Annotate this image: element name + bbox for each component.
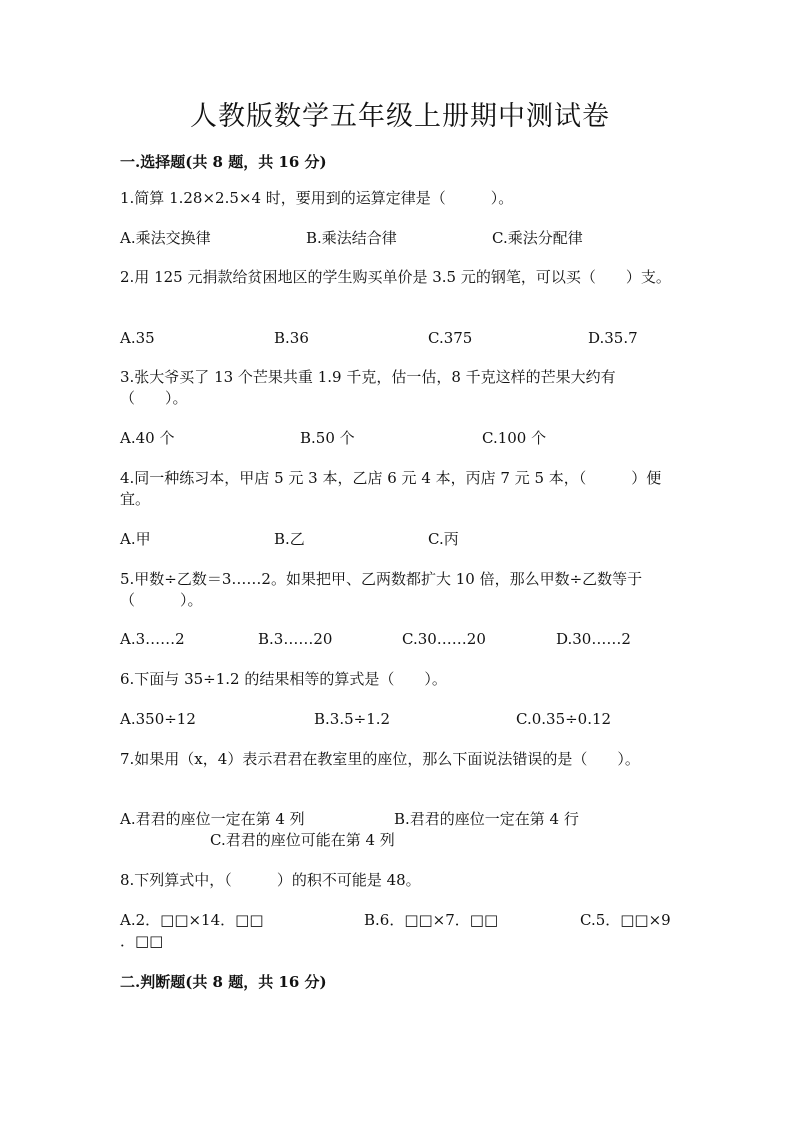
question-2-stem: 2.用 125 元捐款给贫困地区的学生购买单价是 3.5 元的钢笔，可以买（ ）支。 [120,268,671,286]
question-1-option-c: C.乘法分配律 [492,229,583,247]
question-6-stem: 6.下面与 35÷1.2 的结果相等的算式是（ ）。 [120,670,447,688]
question-8-stem: 8.下列算式中，（ ）的积不可能是 48。 [120,871,421,889]
question-3-option-a: A.40 个 [120,429,175,447]
question-5-option-c: C.30……20 [402,630,486,648]
question-3-option-c: C.100 个 [482,429,547,447]
question-4-stem: 4.同一种练习本，甲店 5 元 3 本，乙店 6 元 4 本，丙店 7 元 5 本，（ ）便宜。 [120,469,662,508]
page-title: 人教版数学五年级上册期中测试卷 [190,101,610,132]
question-4-option-b: B.乙 [274,530,305,548]
question-7-option-c: C.君君的座位可能在第 4 列 [210,831,395,849]
question-5-option-d: D.30……2 [556,630,631,648]
question-6-option-c: C.0.35÷0.12 [516,710,612,728]
question-1-stem: 1.简算 1.28×2.5×4 时，要用到的运算定律是（ ）。 [120,189,514,207]
question-4-option-a: A.甲 [120,530,151,548]
question-4-option-c: C.丙 [428,530,459,548]
question-2-option-b: B.36 [274,329,309,347]
question-2-option-a: A.35 [120,329,155,347]
section-heading-choice: 一.选择题(共 8 题，共 16 分) [120,153,327,171]
question-5-option-a: A.3……2 [120,630,185,648]
question-5-stem: 5.甲数÷乙数＝3……2。如果把甲、乙两数都扩大 10 倍，那么甲数÷乙数等于（ ）。 [120,570,643,609]
question-7-stem: 7.如果用（x，4）表示君君在教室里的座位，那么下面说法错误的是（ ）。 [120,750,640,768]
question-8-option-c: C.5．□□×9 [580,911,671,929]
question-8-option-b: B.6．□□×7．□□ [364,911,499,929]
question-3-option-b: B.50 个 [300,429,355,447]
question-6-option-b: B.3.5÷1.2 [314,710,391,728]
question-1-option-b: B.乘法结合律 [306,229,397,247]
question-2-option-c: C.375 [428,329,473,347]
question-5-option-b: B.3……20 [258,630,333,648]
question-8-option-a: A.2．□□×14．□□ [120,911,264,929]
question-2-option-d: D.35.7 [588,329,638,347]
question-7-option-b: B.君君的座位一定在第 4 行 [394,810,579,828]
question-7-option-a: A.君君的座位一定在第 4 列 [120,810,305,828]
section-heading-true-false: 二.判断题(共 8 题，共 16 分) [120,973,327,991]
question-8-option-c-continued: ．□□ [120,932,164,950]
question-6-option-a: A.350÷12 [120,710,196,728]
question-1-option-a: A.乘法交换律 [120,229,211,247]
question-3-stem: 3.张大爷买了 13 个芒果共重 1.9 千克，估一估，8 千克这样的芒果大约有（ ）。 [120,368,616,407]
